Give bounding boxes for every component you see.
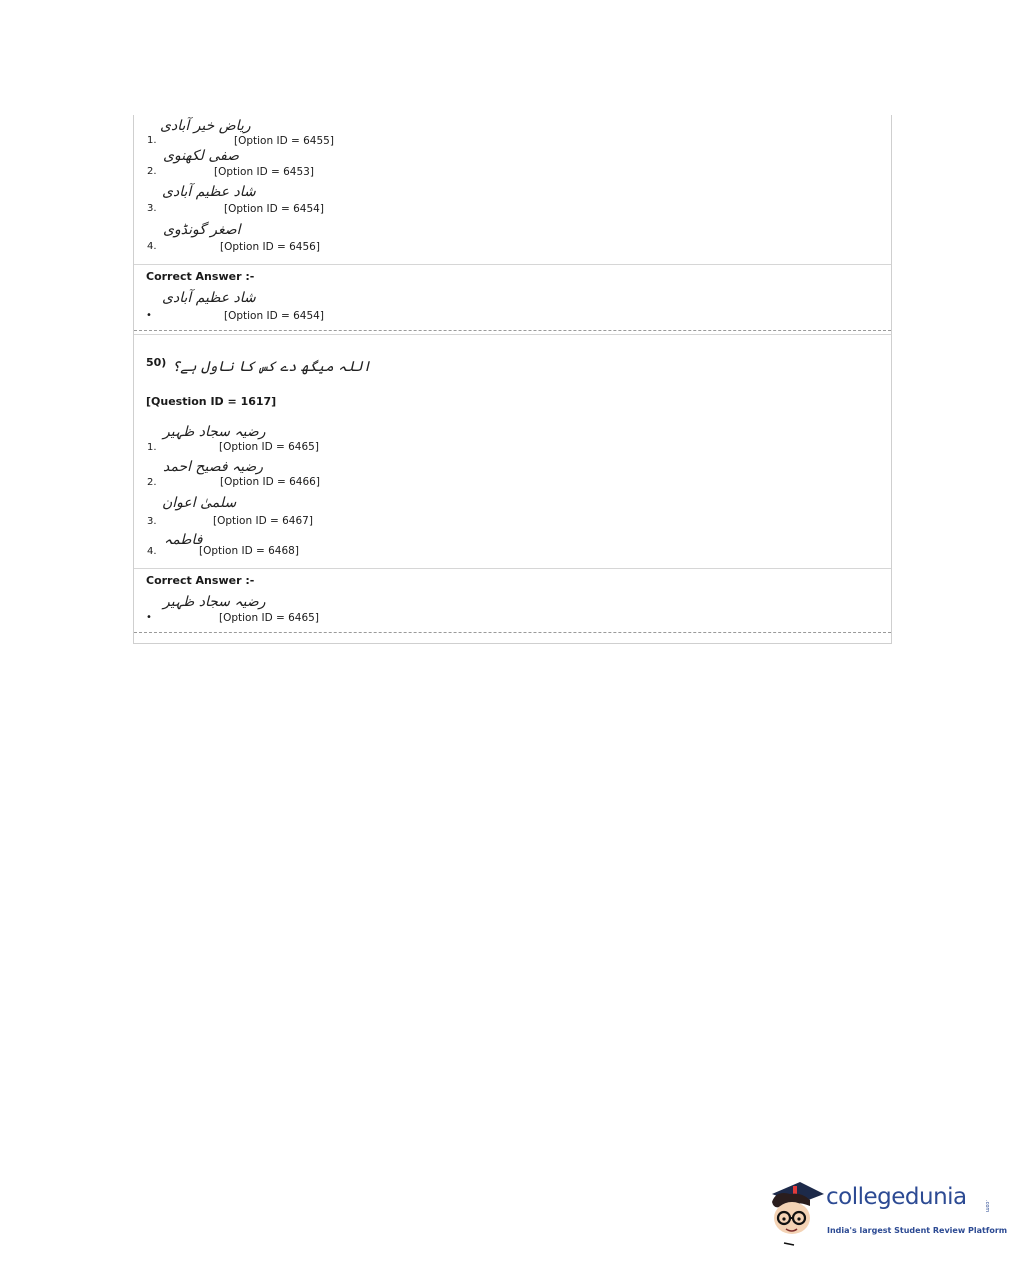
option-urdu-text: شاد عظیم آبادی: [162, 184, 256, 200]
mascot-icon: [766, 1176, 826, 1248]
bullet: •: [146, 310, 152, 321]
option-number: 3.: [147, 203, 157, 214]
question-divider: [134, 632, 891, 633]
option-urdu-text: رضیہ فصیح احمد: [163, 459, 264, 475]
correct-urdu-text: شاد عظیم آبادی: [162, 290, 256, 306]
option-number: 4.: [147, 241, 157, 252]
option-number: 3.: [147, 516, 157, 527]
option-id: [Option ID = 6456]: [220, 241, 320, 253]
divider: [134, 334, 891, 335]
option-id: [Option ID = 6468]: [199, 545, 299, 557]
option-id: [Option ID = 6455]: [234, 135, 334, 147]
correct-answer-label: Correct Answer :-: [146, 270, 255, 283]
question-divider: [134, 330, 891, 331]
bullet: •: [146, 612, 152, 623]
question-number: 50): [146, 356, 167, 369]
question-urdu-text: اللہ میگھ دے کس کا ناول ہے؟: [172, 359, 371, 375]
option-id: [Option ID = 6454]: [224, 203, 324, 215]
logo-wordmark: collegedunia: [826, 1184, 967, 1210]
correct-urdu-text: رضیہ سجاد ظہیر: [163, 594, 266, 610]
option-id: [Option ID = 6465]: [219, 441, 319, 453]
collegedunia-logo: [766, 1176, 1008, 1248]
logo-tagline: India's largest Student Review Platform: [827, 1226, 1008, 1235]
question-id: [Question ID = 1617]: [146, 395, 277, 408]
option-number: 4.: [147, 546, 157, 557]
option-id: [Option ID = 6466]: [220, 476, 320, 488]
correct-answer-label: Correct Answer :-: [146, 574, 255, 587]
correct-option-id: [Option ID = 6454]: [224, 310, 324, 322]
option-urdu-text: فاطمہ: [164, 532, 203, 548]
option-urdu-text: ریاض خیر آبادی: [160, 118, 251, 134]
logo-suffix: .com: [984, 1200, 990, 1213]
option-number: 1.: [147, 442, 157, 453]
correct-option-id: [Option ID = 6465]: [219, 612, 319, 624]
option-number: 2.: [147, 477, 157, 488]
divider: [134, 264, 891, 265]
divider: [134, 568, 891, 569]
option-number: 1.: [147, 135, 157, 146]
option-id: [Option ID = 6453]: [214, 166, 314, 178]
option-urdu-text: سلمیٰ اعوان: [162, 495, 237, 511]
option-urdu-text: رضیہ سجاد ظہیر: [163, 424, 266, 440]
option-number: 2.: [147, 166, 157, 177]
option-urdu-text: اصغر گونڈوی: [163, 222, 241, 238]
option-id: [Option ID = 6467]: [213, 515, 313, 527]
option-urdu-text: صفی لکھنوی: [163, 148, 239, 164]
